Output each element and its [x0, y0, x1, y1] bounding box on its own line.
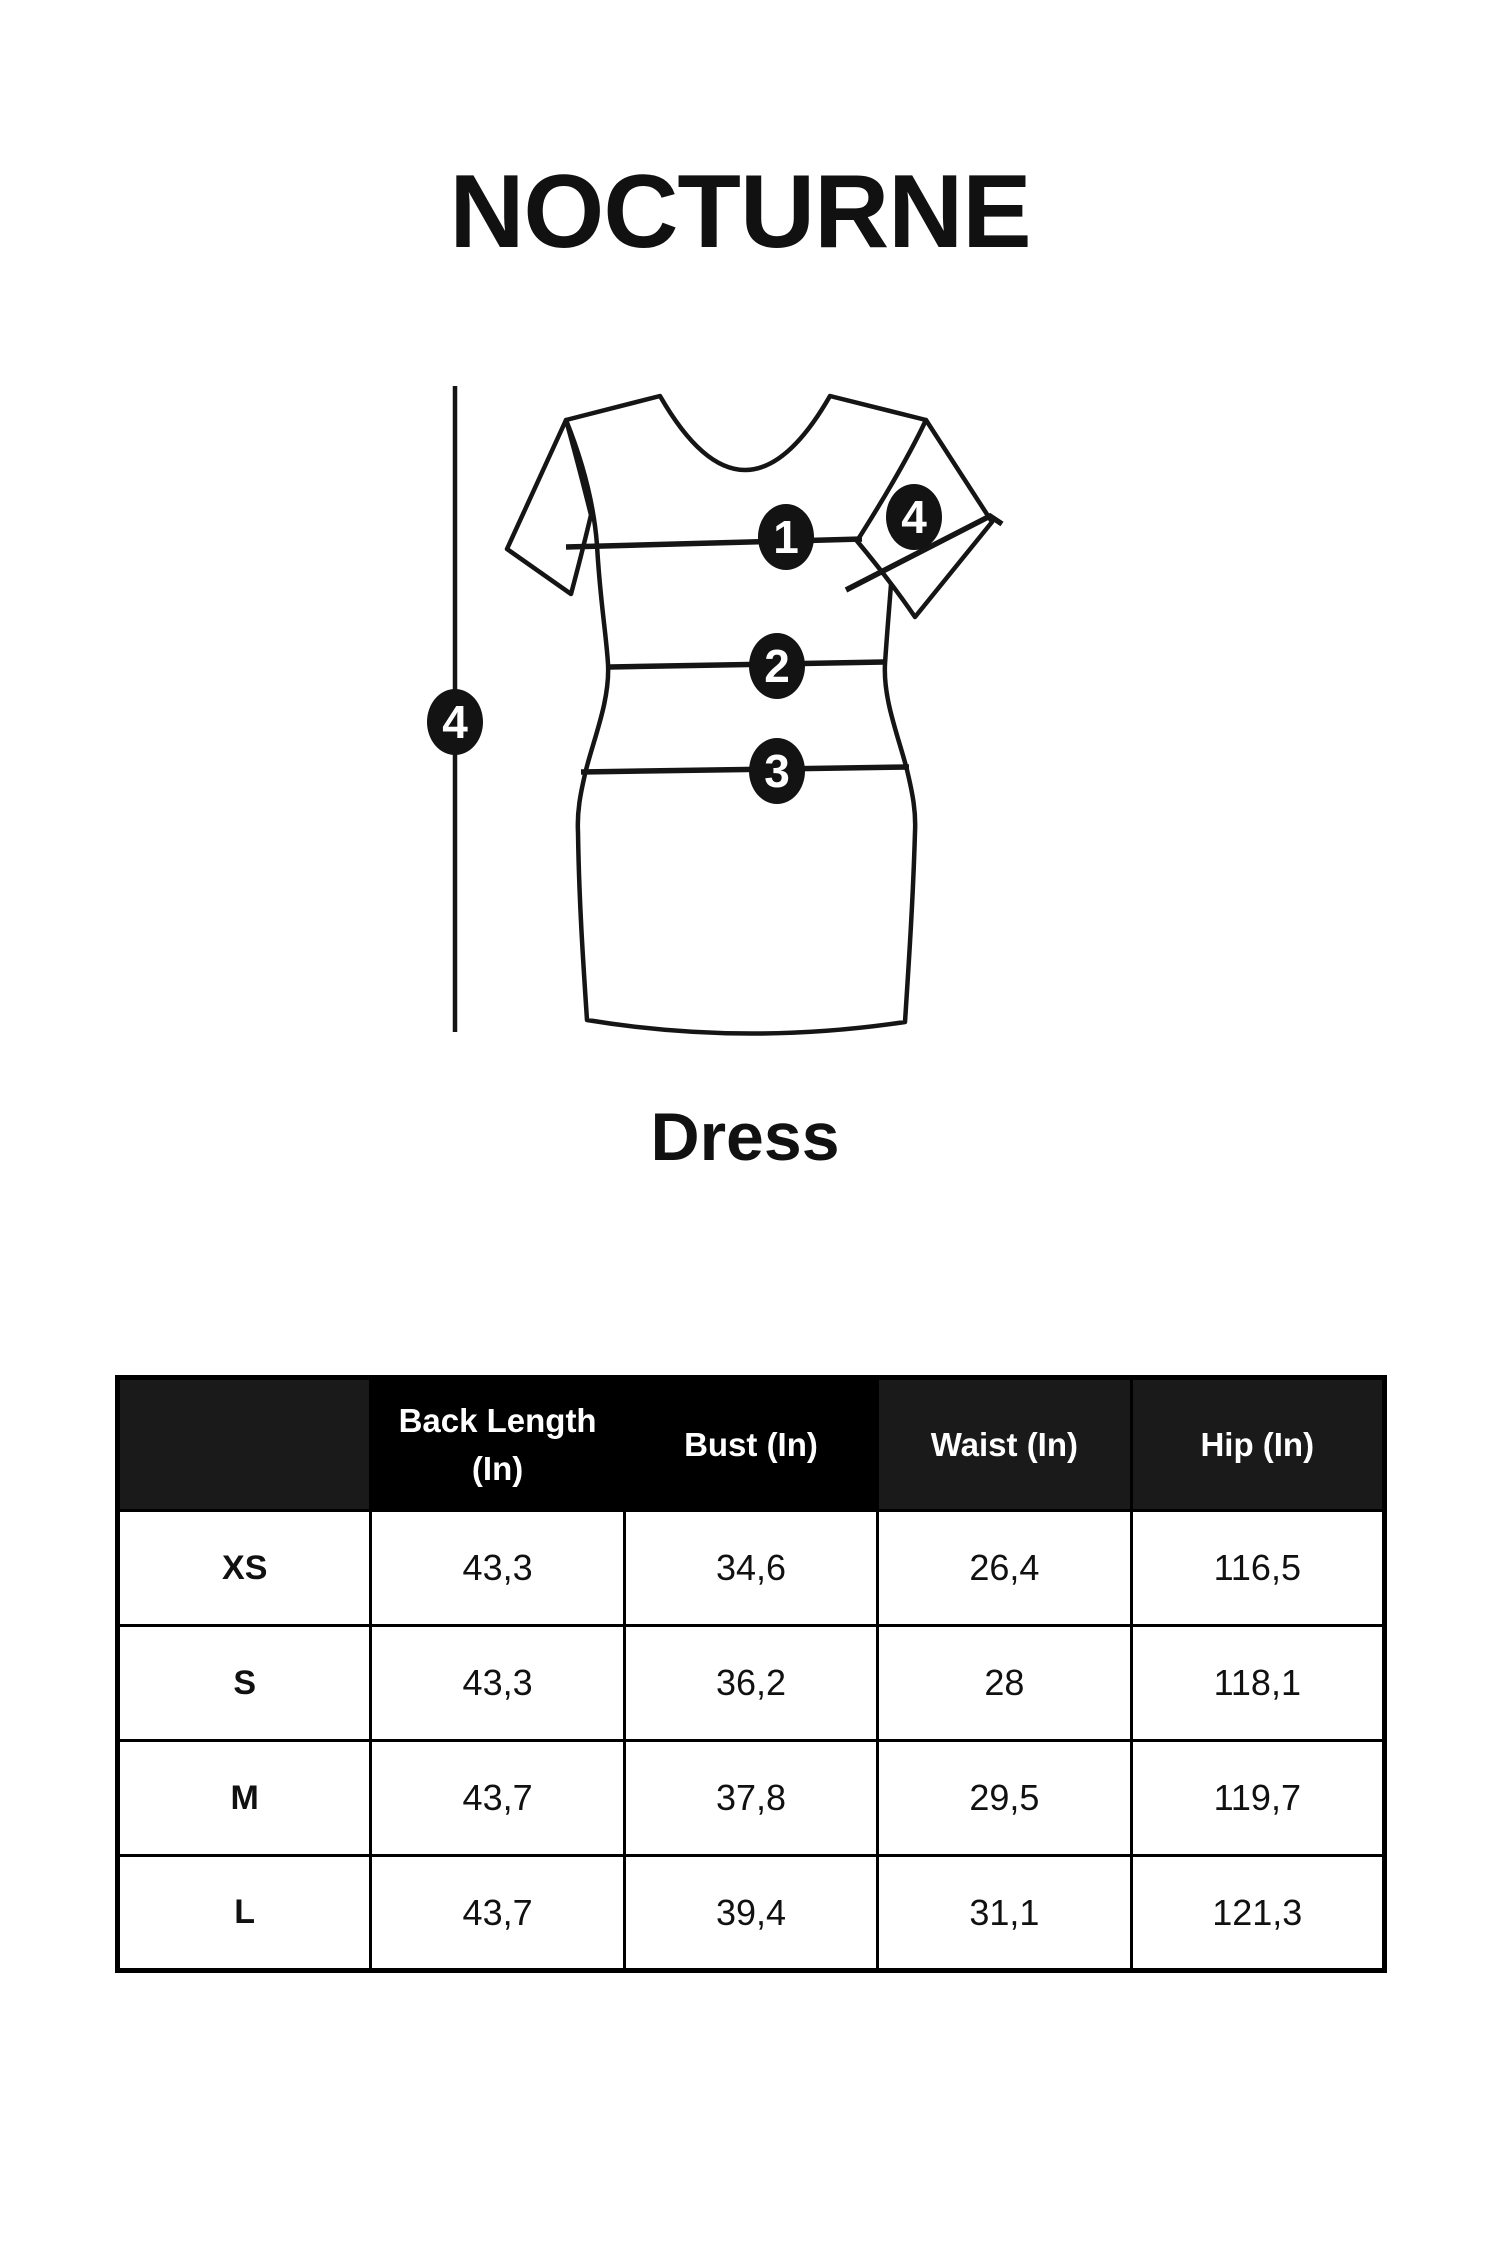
- size-label: S: [118, 1626, 371, 1741]
- table-row-xs: [118, 1511, 1385, 1626]
- size-chart-header: [118, 1378, 1385, 1511]
- size-chart-table: [115, 1375, 1387, 1973]
- bust-value: 34,6: [624, 1511, 877, 1626]
- table-row-s: [118, 1626, 1385, 1741]
- header-cell-waist: Waist (In): [878, 1378, 1131, 1511]
- size-label: M: [118, 1741, 371, 1856]
- table-row-m: [118, 1741, 1385, 1856]
- waist-marker-badge: [749, 633, 805, 699]
- header-cell-bust: Bust (In): [624, 1378, 877, 1511]
- back-length-value: 43,7: [371, 1741, 624, 1856]
- bust-value: 39,4: [624, 1856, 877, 1971]
- waist-value: 28: [878, 1626, 1131, 1741]
- waist-marker-number: 2: [764, 640, 790, 692]
- brand-title: NOCTURNE: [449, 154, 1031, 270]
- size-chart-body: [118, 1511, 1385, 1971]
- sleeve-marker-number: 4: [901, 491, 927, 543]
- bust-value: 37,8: [624, 1741, 877, 1856]
- garment-type-label: Dress: [650, 1099, 840, 1175]
- dress-body-outline: [566, 396, 926, 1034]
- header-cell-hip: Hip (In): [1131, 1378, 1384, 1511]
- waist-value: 31,1: [878, 1856, 1131, 1971]
- header-row: [118, 1378, 1385, 1511]
- hip-marker-badge: [749, 738, 805, 804]
- back-length-value: 43,7: [371, 1856, 624, 1971]
- dress-measurement-diagram: [400, 360, 1040, 1060]
- hip-value: 121,3: [1131, 1856, 1384, 1971]
- hip-value: 119,7: [1131, 1741, 1384, 1856]
- bust-marker-badge: [758, 504, 814, 570]
- sleeve-marker-badge: [886, 484, 942, 550]
- bust-marker-number: 1: [773, 511, 799, 563]
- size-label: L: [118, 1856, 371, 1971]
- back-length-value: 43,3: [371, 1511, 624, 1626]
- waist-value: 26,4: [878, 1511, 1131, 1626]
- hip-marker-number: 3: [764, 745, 790, 797]
- table-row-l: [118, 1856, 1385, 1971]
- bust-value: 36,2: [624, 1626, 877, 1741]
- header-cell-size: [118, 1378, 371, 1511]
- size-label: XS: [118, 1511, 371, 1626]
- hip-value: 118,1: [1131, 1626, 1384, 1741]
- back-length-value: 43,3: [371, 1626, 624, 1741]
- header-cell-back-length: Back Length (In): [371, 1378, 624, 1511]
- waist-value: 29,5: [878, 1741, 1131, 1856]
- length-marker-number: 4: [442, 696, 468, 748]
- hip-value: 116,5: [1131, 1511, 1384, 1626]
- length-marker-badge: [427, 689, 483, 755]
